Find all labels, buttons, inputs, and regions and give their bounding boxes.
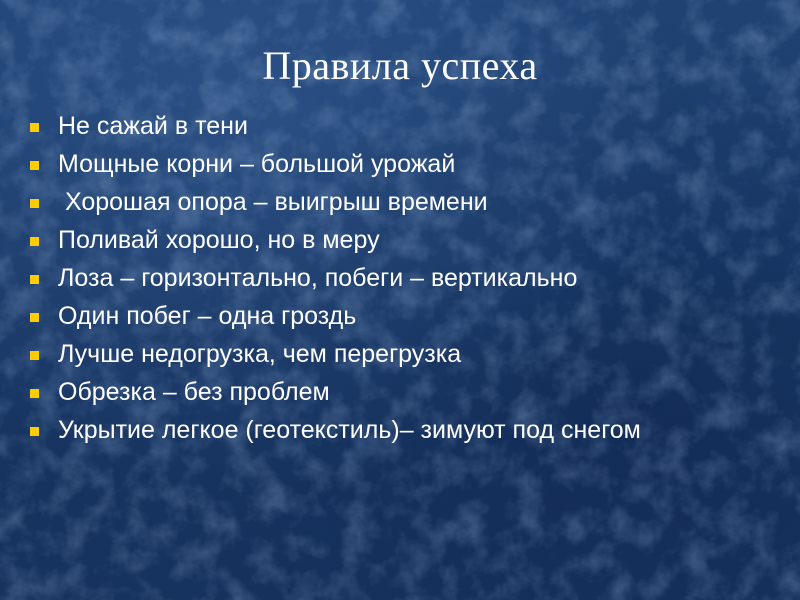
square-bullet-icon <box>30 161 39 170</box>
list-item <box>30 416 770 445</box>
list-item <box>30 188 770 217</box>
square-bullet-icon <box>30 389 39 398</box>
list-item <box>30 302 770 331</box>
slide-title: Правила успеха <box>262 43 538 88</box>
square-bullet-icon <box>30 237 39 246</box>
bullet-list <box>30 112 770 454</box>
list-item <box>30 264 770 293</box>
square-bullet-icon <box>30 275 39 284</box>
list-item <box>30 112 770 141</box>
list-item-text: Поливай хорошо, но в меру <box>58 226 380 254</box>
square-bullet-icon <box>30 313 39 322</box>
list-item-text: Укрытие легкое (геотекстиль)– зимуют под снегом <box>58 416 641 444</box>
list-item <box>30 150 770 179</box>
list-item-text: Хорошая опора – выигрыш времени <box>58 188 488 216</box>
square-bullet-icon <box>30 427 39 436</box>
list-item <box>30 378 770 407</box>
square-bullet-icon <box>30 123 39 132</box>
list-item-text: Не сажай в тени <box>58 112 248 140</box>
list-item-text: Мощные корни – большой урожай <box>58 150 456 178</box>
square-bullet-icon <box>30 199 39 208</box>
square-bullet-icon <box>30 351 39 360</box>
list-item-text: Обрезка – без проблем <box>58 378 330 406</box>
list-item-text: Один побег – одна гроздь <box>58 302 357 330</box>
list-item <box>30 340 770 369</box>
list-item-text: Лоза – горизонтально, побеги – вертикально <box>58 264 578 292</box>
list-item-text: Лучше недогрузка, чем перегрузка <box>58 340 462 368</box>
list-item <box>30 226 770 255</box>
